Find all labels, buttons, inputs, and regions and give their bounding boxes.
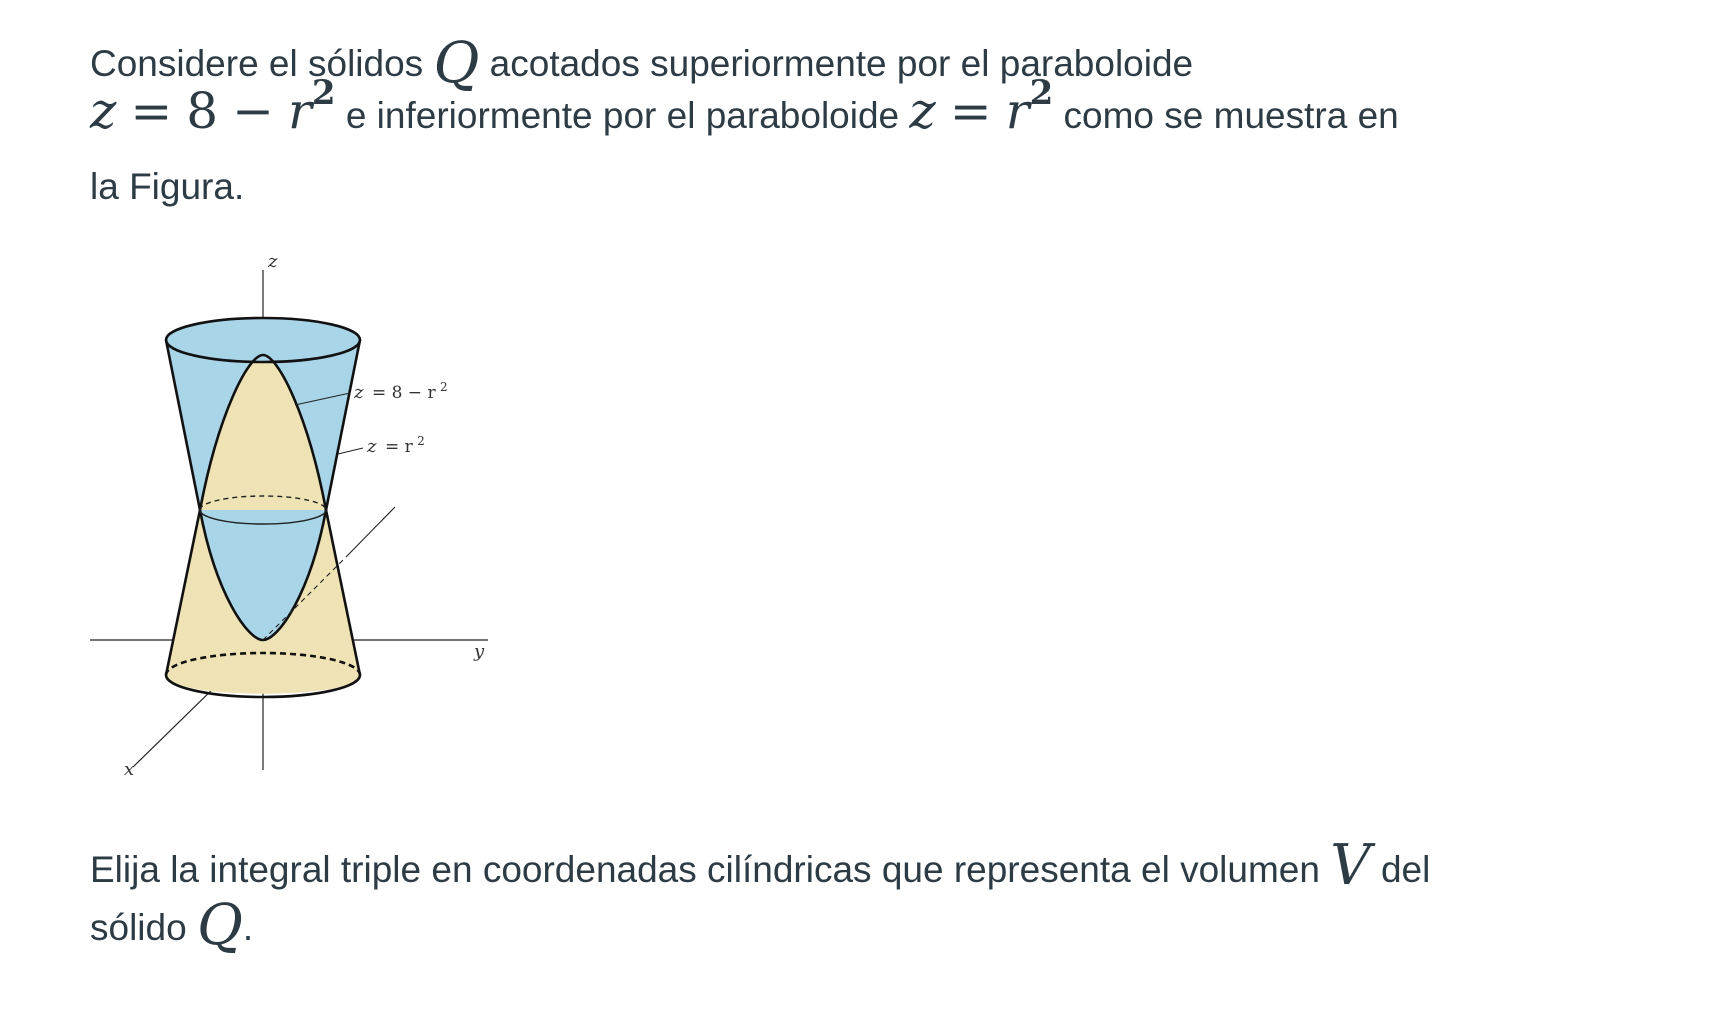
eq2-exponent: 2 [1029, 73, 1054, 113]
label-upper-z: z [354, 382, 364, 403]
eq2-equals: = [949, 82, 992, 140]
axis-label-y: y [474, 641, 485, 662]
question-text-1: Elija la integral triple en coordenadas cilíndricas que representa el volumen [90, 849, 1320, 890]
eq1-equals: = [130, 82, 173, 140]
intro-line-2 [90, 73, 1399, 140]
label-upper-exp: 2 [440, 380, 448, 394]
axis-label-z: z [268, 255, 278, 272]
lower-leader [338, 448, 363, 454]
label-lower-exp: 2 [417, 434, 425, 448]
intro-text-5: la Figura. [90, 166, 245, 207]
x-axis-back [346, 507, 395, 557]
label-lower-rest: = r [384, 437, 413, 457]
question-line-1 [90, 833, 1431, 898]
intro-text-2: acotados superiormente por el paraboloide [489, 43, 1194, 84]
question-text-3: sólido [90, 907, 187, 948]
math-Q-2: Q [196, 893, 243, 958]
label-upper-rest: = 8 − r [371, 383, 436, 403]
eq1-z: z [90, 82, 117, 140]
question-period: . [242, 907, 254, 948]
paraboloids-figure [88, 255, 508, 785]
intro-line-3 [90, 168, 244, 205]
label-upper-eq [353, 380, 448, 403]
label-lower-z: z [367, 436, 377, 457]
eq2-z: z [909, 82, 936, 140]
eq2-r: r [1005, 82, 1030, 140]
question-text-2: del [1380, 849, 1431, 890]
eq1-eight: 8 [186, 82, 219, 140]
eq1-exponent: 2 [311, 73, 336, 113]
intro-text-3: e inferiormente por el paraboloide [345, 95, 900, 136]
eq1-r: r [287, 82, 312, 140]
axis-label-x: x [124, 759, 135, 780]
question-line-2 [90, 893, 254, 958]
label-lower-eq [366, 434, 425, 457]
eq1-minus: − [232, 82, 274, 140]
intro-text-4: como se muestra en [1063, 95, 1399, 136]
math-V: V [1330, 833, 1371, 898]
math-Q: Q [433, 31, 480, 96]
intro-text-1: Considere el sólidos [90, 43, 424, 84]
